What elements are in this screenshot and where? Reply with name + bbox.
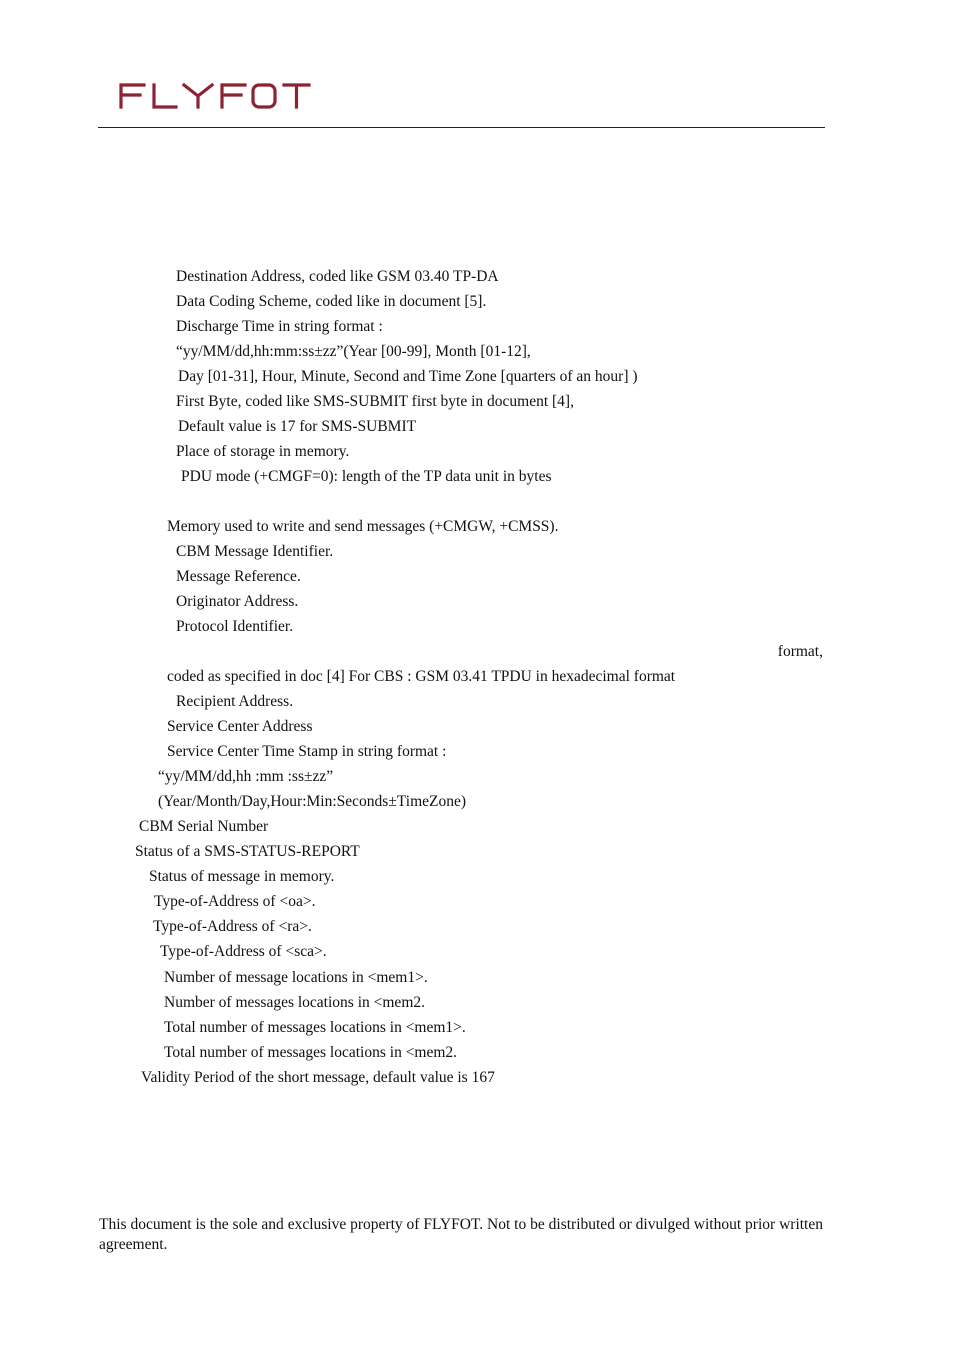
line-total-locations-mem1: Total number of messages locations in <mem1>.	[164, 1019, 466, 1036]
line-discharge-time-format: “yy/MM/dd,hh:mm:ss±zz”(Year [00-99], Month [01-12],	[176, 343, 531, 360]
line-memory-used: Memory used to write and send messages (+CMGW, +CMSS).	[167, 518, 559, 535]
line-total-locations-mem2: Total number of messages locations in <mem2.	[164, 1044, 458, 1061]
line-message-reference: Message Reference.	[176, 568, 301, 585]
line-time-stamp-fields: (Year/Month/Day,Hour:Min:Seconds±TimeZone)	[158, 793, 467, 810]
line-cbm-message-identifier: CBM Message Identifier.	[176, 543, 334, 560]
line-pdu-length: PDU mode (+CMGF=0): length of the TP data unit in bytes	[181, 468, 552, 485]
line-first-byte: First Byte, coded like SMS-SUBMIT first byte in document [4],	[176, 393, 574, 410]
line-cbm-serial-number: CBM Serial Number	[139, 818, 269, 835]
line-number-locations-mem1: Number of message locations in <mem1>.	[164, 969, 428, 986]
line-originator-address: Originator Address.	[176, 593, 299, 610]
line-recipient-address: Recipient Address.	[176, 693, 294, 710]
line-type-of-address-ra: Type-of-Address of <ra>.	[153, 918, 312, 935]
line-service-center-time-stamp: Service Center Time Stamp in string format :	[167, 743, 447, 760]
line-validity-period: Validity Period of the short message, default value is 167	[141, 1069, 495, 1086]
line-status-report: Status of a SMS-STATUS-REPORT	[135, 843, 360, 860]
line-first-byte-default: Default value is 17 for SMS-SUBMIT	[178, 418, 417, 435]
line-data-coding-scheme: Data Coding Scheme, coded like in document [5].	[176, 293, 487, 310]
line-time-stamp-format: “yy/MM/dd,hh :mm :ss±zz”	[158, 768, 334, 785]
line-coded-as-specified: coded as specified in doc [4] For CBS : GSM 03.41 TPDU in hexadecimal format	[167, 668, 676, 685]
line-protocol-identifier: Protocol Identifier.	[176, 618, 294, 635]
line-format: format,	[777, 643, 823, 660]
line-discharge-time-fields: Day [01-31], Hour, Minute, Second and Time Zone [quarters of an hour] )	[178, 368, 638, 385]
flyfot-logo	[118, 82, 312, 110]
line-place-of-storage: Place of storage in memory.	[176, 443, 350, 460]
line-status-of-message: Status of message in memory.	[149, 868, 335, 885]
line-type-of-address-sca: Type-of-Address of <sca>.	[160, 943, 327, 960]
line-discharge-time: Discharge Time in string format :	[176, 318, 383, 335]
header-rule	[98, 127, 825, 128]
line-type-of-address-oa: Type-of-Address of <oa>.	[154, 893, 316, 910]
footer-notice: This document is the sole and exclusive property of FLYFOT. Not to be distributed or divulged without prior written agreement.	[99, 1216, 823, 1253]
line-service-center-address: Service Center Address	[167, 718, 313, 735]
line-number-locations-mem2: Number of messages locations in <mem2.	[164, 994, 425, 1011]
line-destination-address: Destination Address, coded like GSM 03.40 TP-DA	[176, 268, 499, 285]
